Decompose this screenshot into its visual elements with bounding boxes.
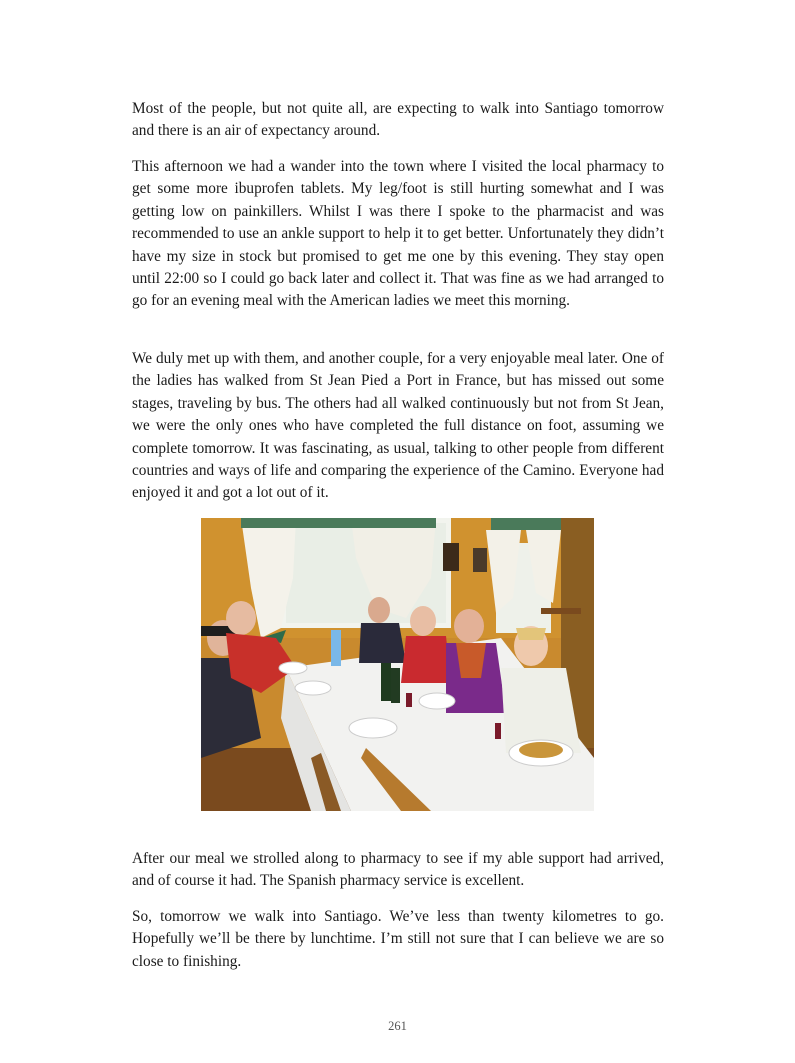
dinner-photo bbox=[201, 518, 594, 811]
paragraph-tomorrow-santiago: So, tomorrow we walk into Santiago. We’ve less than twenty kilometres to go. Hopefully we’ll be there by lunchtime. I’m still not sure that I can believe we are so close to finishing. bbox=[132, 908, 664, 970]
paragraph-ankle-support: After our meal we strolled along to pharmacy to see if my able support had arrived, and of course it had. The Spanish pharmacy service is excellent. bbox=[132, 850, 664, 890]
page-number: 261 bbox=[388, 1019, 407, 1033]
paragraph-evening-meal: We duly met up with them, and another couple, for a very enjoyable meal later. One of the ladies has walked from St Jean Pied a Port in France, but has missed out some stages, traveling by bus. The others had all walked continuously but not from St Jean, we were the only ones who have completed the full distance on foot, assuming we complete tomorrow. It was fascinating, as usual, talking to other people from different countries and ways of life and comparing the experience of the Camino. Everyone had enjoyed it and got a lot out of it. bbox=[132, 350, 664, 502]
paragraph-expectancy: Most of the people, but not quite all, are expecting to walk into Santiago tomorrow and there is an air of expectancy around. bbox=[132, 100, 664, 140]
paragraph-pharmacy-visit: This afternoon we had a wander into the town where I visited the local pharmacy to get some more ibuprofen tablets. My leg/foot is still hurting somewhat and I was getting low on painkillers. Whilst I was there I spoke to the pharmacist and was recommended to use an ankle support to help it to get better. Unfortunately they didn’t have my size in stock but promised to get me one by this evening. They stay open until 22:00 so I could go back later and collect it. That was fine as we had arranged to go for an evening meal with the American ladies we meet this morning. bbox=[132, 158, 664, 310]
